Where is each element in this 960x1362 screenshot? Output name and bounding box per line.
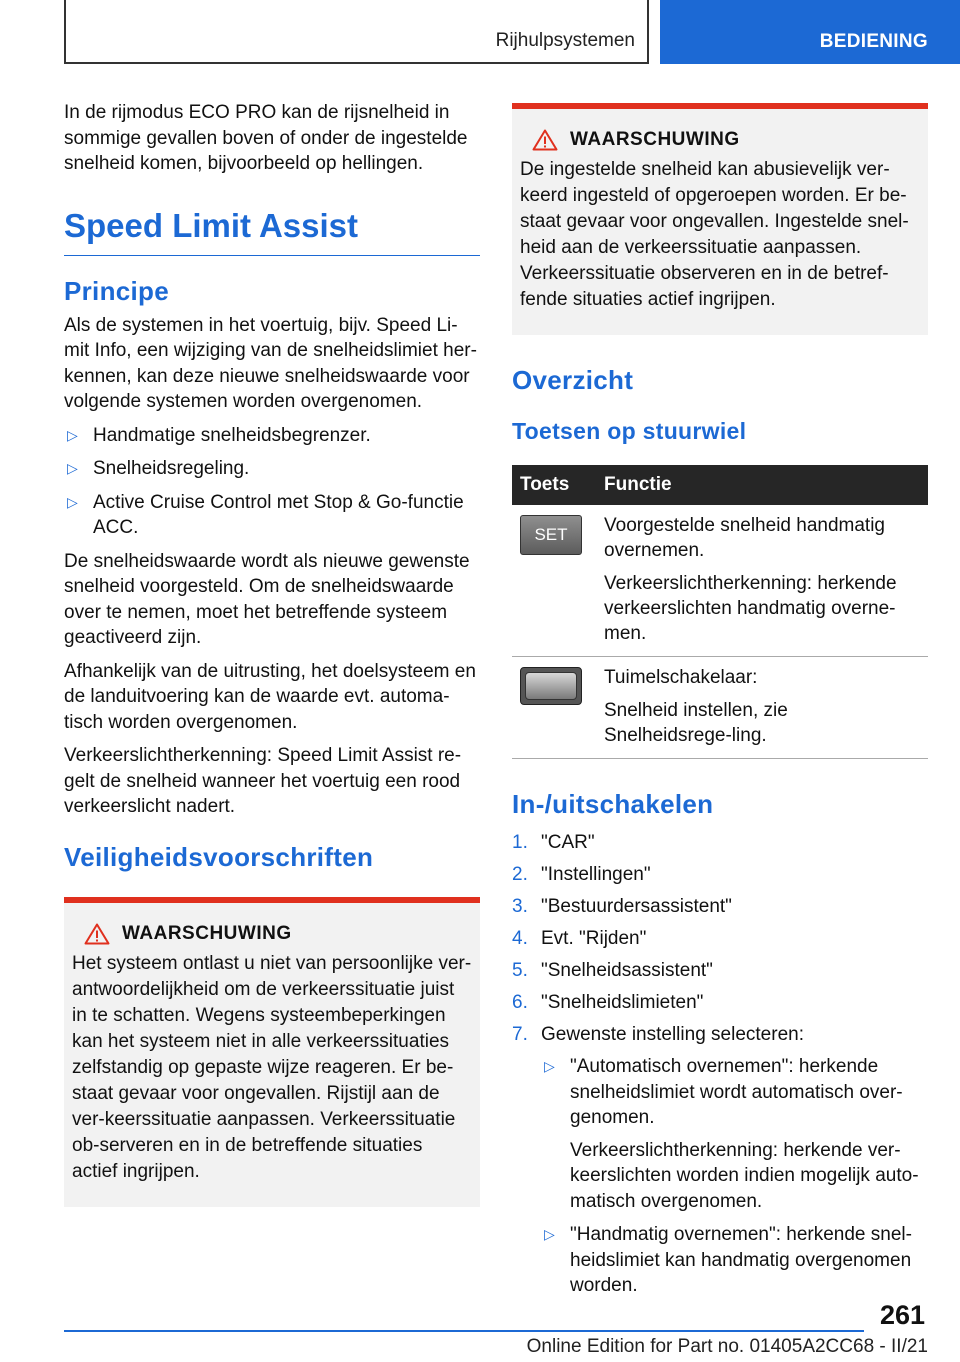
key-cell xyxy=(512,657,596,759)
section-title: Rijhulpsystemen xyxy=(495,30,635,51)
list-item: 3. "Bestuurdersassistent" xyxy=(512,896,732,917)
column-header-key: Toets xyxy=(512,465,596,505)
function-cell xyxy=(596,505,928,657)
traffic-light-paragraph: Verkeerslichtherkenning: Speed Limit Assist re-gelt de snelheid wanneer het voertuig een rood verkeerslicht nadert. xyxy=(64,745,462,817)
list-item: ▷ Active Cruise Control met Stop & Go-functie ACC. xyxy=(67,491,464,538)
buttons-heading: Toetsen op stuurwiel xyxy=(512,418,747,444)
function-line: Voorgestelde snelheid handmatig overnemen. xyxy=(604,515,885,561)
triangle-bullet-icon: ▷ xyxy=(544,1226,555,1242)
overview-heading: Overzicht xyxy=(512,365,634,395)
rocker-switch-icon xyxy=(520,667,582,705)
chapter-title: BEDIENING xyxy=(819,31,928,52)
setting-options-list xyxy=(541,1054,928,1299)
intro-paragraph: In de rijmodus ECO PRO kan de rijsnelheid in sommige gevallen boven of onder de ingestelde snelheid komen, bijvoorbeeld op hellingen. xyxy=(64,102,468,174)
footer-edition: Online Edition for Part no. 01405A2CC68 - II/21 xyxy=(526,1336,928,1357)
systems-list xyxy=(64,423,480,541)
footer-divider xyxy=(64,1330,864,1332)
list-item: 2. "Instellingen" xyxy=(512,864,651,885)
column-header-function: Functie xyxy=(596,465,928,505)
triangle-bullet-icon: ▷ xyxy=(67,460,78,476)
table-header-row xyxy=(512,465,928,505)
page-title: Speed Limit Assist xyxy=(64,207,480,256)
onoff-heading: In-/uitschakelen xyxy=(512,789,714,819)
list-item: ▷ Snelheidsregeling. xyxy=(64,456,480,482)
principle-paragraph: Als de systemen in het voertuig, bijv. Speed Li-mit Info, een wijziging van de snelheidslimiet her-kennen, kan deze nieuwe snelheidswaarde voor volgende systemen worden overgenomen. xyxy=(64,314,477,412)
buttons-table xyxy=(512,465,928,759)
page-number: 261 xyxy=(880,1300,926,1330)
list-item: ▷ Handmatige snelheidsbegrenzer. xyxy=(64,423,480,449)
list-item: 4. Evt. "Rijden" xyxy=(512,928,647,949)
warning-triangle-icon xyxy=(84,923,110,945)
speed-value-paragraph: De snelheidswaarde wordt als nieuwe gewenste snelheid voorgesteld. Om de snelheidswaarde over te nemen, moet het betreffende systeem geactiveerd zijn. xyxy=(64,550,470,648)
key-cell xyxy=(512,505,596,657)
list-item: 7. Gewenste instelling selecteren: ▷ "Automatisch overnemen": herkende snelheidslimiet wordt automatisch over-genomen. Verkeerslichtherkenning: herkende ver-keerslichten worden indien mogelijk auto-matisch overgenomen. ▷ "Handmatig overnemen": herkende snel-heidslimiet kan handmatig overgenomen worden. xyxy=(512,1022,928,1299)
list-item: ▷ "Automatisch overnemen": herkende snelheidslimiet wordt automatisch over-genomen. Verkeerslichtherkenning: herkende ver-keerslichten worden indien mogelijk auto-matisch overgenomen. xyxy=(544,1056,919,1212)
warning-title: WAARSCHUWING xyxy=(520,129,920,151)
warning-text: Het systeem ontlast u niet van persoonlijke ver-antwoordelijkheid om de verkeerssituatie juist in te schatten. Wegens systeembeperkingen kan het systeem niet in alle verkeerssituaties zelfstandig op gepaste wijze reageren. Er be-staat gevaar voor ongevallen. Rijstijl aan de ver-keerssituatie aanpassen. Verkeerssituatie ob-serveren en in de betreffende situaties actief ingrijpen. xyxy=(72,952,472,1182)
function-line: Tuimelschakelaar: xyxy=(604,667,758,688)
header-chapter-box xyxy=(660,0,960,64)
principle-heading: Principe xyxy=(64,275,169,306)
function-line: Snelheid instellen, zie Snelheidsrege-ling. xyxy=(604,700,788,746)
steps-list xyxy=(512,830,928,1299)
warning-triangle-icon xyxy=(532,129,558,151)
left-column xyxy=(64,100,480,1207)
equipment-paragraph: Afhankelijk van de uitrusting, het doelsysteem en de landuitvoering kan de waarde evt. automa-tisch worden overgenomen. xyxy=(64,660,476,733)
header-section-box xyxy=(64,0,649,64)
warning-box xyxy=(64,897,480,1207)
set-button-icon: SET xyxy=(520,515,582,555)
triangle-bullet-icon: ▷ xyxy=(67,426,78,443)
list-item: 1. "CAR" xyxy=(512,832,595,853)
function-line: Verkeerslichtherkenning: herkende verkeerslichten handmatig overne-men. xyxy=(604,573,897,644)
warning-text: De ingestelde snelheid kan abusievelijk ver-keerd ingesteld of opgeroepen worden. Er be-staat gevaar voor ongevallen. Ingestelde snel-heid aan de verkeerssituatie aanpassen. Verkeerssituatie observeren en in de betref-fende situaties actief ingrijpen. xyxy=(520,159,909,310)
right-column xyxy=(512,103,928,1307)
list-item: 6. "Snelheidslimieten" xyxy=(512,992,704,1013)
function-cell xyxy=(596,657,928,759)
safety-heading: Veiligheidsvoorschriften xyxy=(64,841,374,872)
table-row xyxy=(512,657,928,759)
table-row xyxy=(512,505,928,657)
triangle-bullet-icon: ▷ xyxy=(544,1058,555,1074)
list-item: 5. "Snelheidsassistent" xyxy=(512,960,713,981)
warning-box xyxy=(512,103,928,335)
triangle-bullet-icon: ▷ xyxy=(67,493,78,510)
list-item: ▷ "Handmatig overnemen": herkende snel-heidslimiet kan handmatig overgenomen worden. xyxy=(544,1224,912,1296)
warning-title: WAARSCHUWING xyxy=(72,923,472,945)
